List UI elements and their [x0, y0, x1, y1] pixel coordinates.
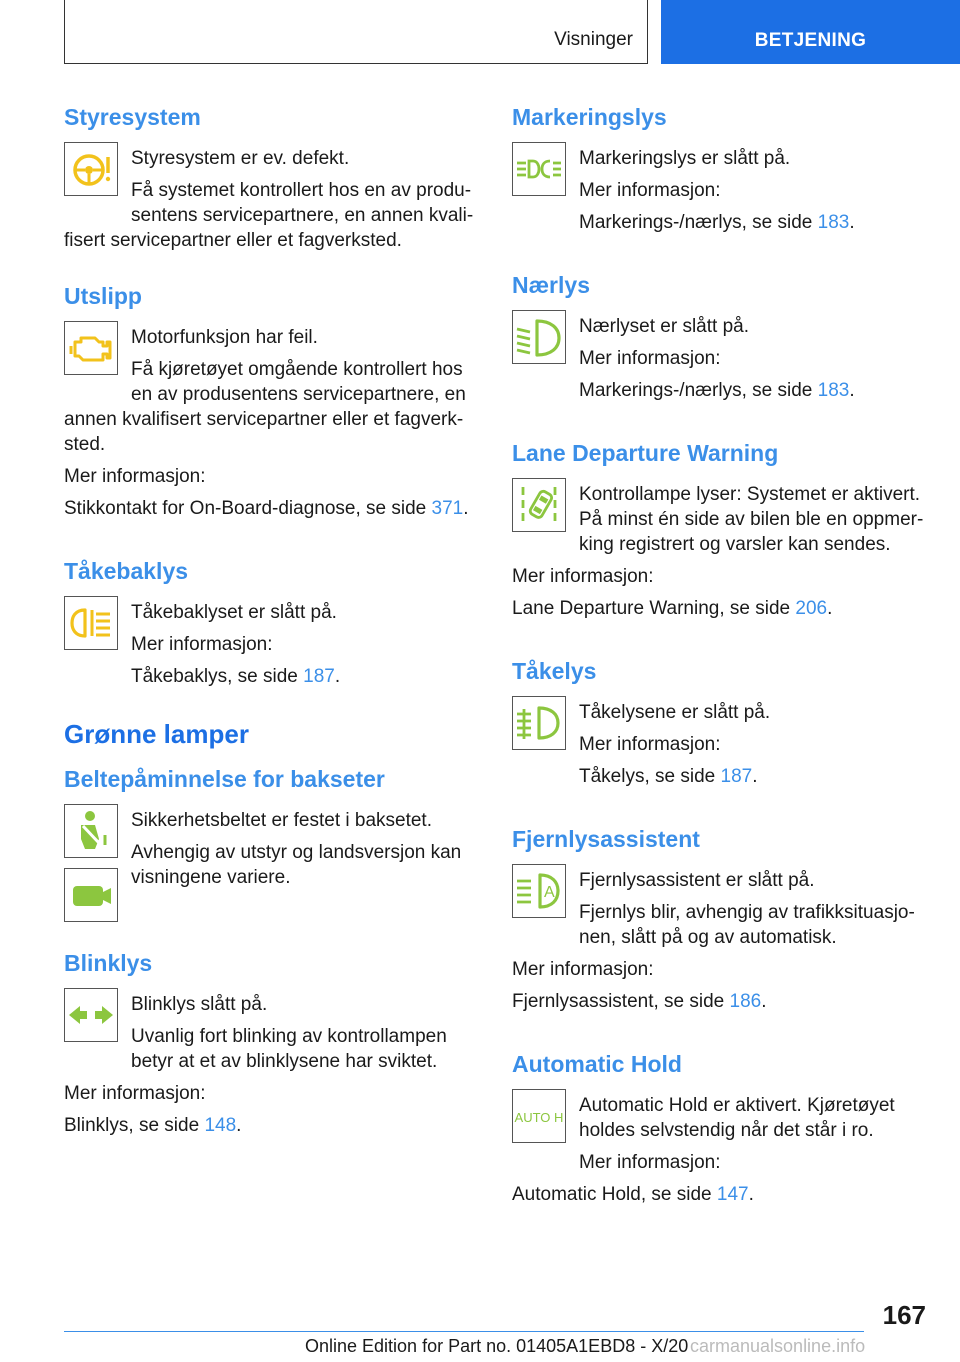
ref-end: . — [236, 1115, 242, 1136]
ref-text: Lane Departure Warning, se side — [512, 598, 796, 619]
header-chapter-title: BETJENING — [754, 30, 867, 51]
text: sentens servicepartnere, en annen kvali- — [131, 205, 474, 226]
section-title-lane-departure: Lane Departure Warning — [512, 440, 779, 466]
text: Fjernlysassistent er slått på. — [579, 870, 815, 891]
page-number: 167 — [882, 1300, 926, 1330]
svg-text:A: A — [544, 884, 555, 901]
rear-fog-light-icon — [64, 596, 118, 650]
page-link-186[interactable]: 186 — [729, 991, 762, 1012]
ref-end: . — [748, 1184, 754, 1205]
ref-text: Tåkelys, se side — [579, 766, 721, 787]
text: Kontrollampe lyser: Systemet er aktivert. — [579, 484, 921, 505]
text: Mer informasjon: — [131, 634, 273, 655]
text: Styresystem er ev. defekt. — [131, 148, 350, 169]
text: Få kjøretøyet omgående kontrollert hos — [131, 359, 463, 380]
text: nen, slått på og av automatisk. — [579, 927, 837, 948]
high-beam-assist-icon — [512, 864, 566, 918]
entry-takebaklys — [64, 600, 476, 689]
text: Tåkelysene er slått på. — [579, 702, 771, 723]
entry-beltepaminnelse — [64, 808, 476, 938]
text: Mer informasjon: — [512, 959, 654, 980]
reference-line — [579, 378, 928, 403]
entry-markeringslys — [512, 146, 928, 235]
text: annen kvalifisert servicepartner eller et fagverk- — [64, 409, 464, 430]
seatbelt-icon — [64, 804, 118, 858]
text: Nærlyset er slått på. — [579, 316, 749, 337]
text: På minst én side av bilen ble en oppmer- — [579, 509, 924, 530]
text: visningene variere. — [131, 867, 291, 888]
page-link-206[interactable]: 206 — [795, 598, 828, 619]
ref-end: . — [827, 598, 833, 619]
text: Fjernlys blir, avhengig av trafikksituasjo- — [579, 902, 915, 923]
entry-automatic-hold — [512, 1093, 928, 1207]
lane-departure-icon — [512, 478, 566, 532]
chapter-title-gronne-lamper: Grønne lamper — [64, 719, 249, 749]
reference-line — [131, 664, 476, 689]
turn-signal-icon — [64, 988, 118, 1042]
text: Få systemet kontrollert hos en av produ- — [131, 180, 472, 201]
page-link-371[interactable]: 371 — [431, 498, 464, 519]
text: Mer informasjon: — [64, 466, 206, 487]
left-column — [64, 100, 476, 1145]
text: Tåkebaklyset er slått på. — [131, 602, 337, 623]
text: Avhengig av utstyr og landsversjon kan — [131, 842, 462, 863]
ref-end: . — [849, 212, 855, 233]
front-fog-light-icon — [512, 696, 566, 750]
entry-utslipp — [64, 325, 476, 521]
text: Automatic Hold er aktivert. Kjøretøyet — [579, 1095, 895, 1116]
text: Mer informasjon: — [579, 180, 721, 201]
footer-edition: Online Edition for Part no. 01405A1EBD8 - X/20 — [305, 1336, 689, 1356]
entry-takelys — [512, 700, 928, 789]
text: Mer informasjon: — [512, 566, 654, 587]
text: Uvanlig fort blinking av kontrollampen — [131, 1026, 447, 1047]
footer-divider — [64, 1331, 864, 1332]
text: holdes selvstendig når det står i ro. — [579, 1120, 874, 1141]
parking-light-icon — [512, 142, 566, 196]
text: sted. — [64, 434, 106, 455]
right-column — [512, 100, 928, 1214]
reference-line — [64, 496, 476, 521]
reference-line — [579, 764, 928, 789]
text: Motorfunksjon har feil. — [131, 327, 318, 348]
rear-seat-icon — [64, 868, 118, 922]
auto-hold-icon — [512, 1089, 566, 1143]
watermark: carmanualsonline.info — [690, 1336, 866, 1356]
header-chapter-tab[interactable] — [661, 0, 960, 64]
text: Mer informasjon: — [579, 348, 721, 369]
text: Blinklys slått på. — [131, 994, 268, 1015]
ref-text: Markerings-/nærlys, se side — [579, 212, 818, 233]
entry-fjernlysassistent — [512, 868, 928, 1014]
text: Sikkerhetsbeltet er festet i baksetet. — [131, 810, 432, 831]
ref-text: Tåkebaklys, se side — [131, 666, 304, 687]
ref-text: Stikkontakt for On-Board-diagnose, se side — [64, 498, 432, 519]
entry-styresystem — [64, 146, 476, 253]
page-link-148[interactable]: 148 — [204, 1115, 237, 1136]
reference-line — [579, 210, 928, 235]
text: king registrert og varsler kan sendes. — [579, 534, 891, 555]
reference-line — [512, 989, 928, 1014]
page-link-147[interactable]: 147 — [716, 1184, 749, 1205]
entry-lane-departure — [512, 482, 928, 621]
header-section-title: Visninger — [554, 29, 633, 50]
text: betyr at et av blinklysene har sviktet. — [131, 1051, 438, 1072]
section-title-beltepaminnelse: Beltepåminnelse for bakseter — [64, 766, 385, 792]
ref-end: . — [463, 498, 469, 519]
section-title-fjernlysassistent: Fjernlysassistent — [512, 826, 700, 852]
text: Mer informasjon: — [579, 734, 721, 755]
entry-blinklys — [64, 992, 476, 1138]
auto-hold-icon-text: AUTO H — [514, 1110, 564, 1125]
section-title-automatic-hold: Automatic Hold — [512, 1051, 682, 1077]
section-title-takelys: Tåkelys — [512, 658, 597, 684]
reference-line — [512, 596, 928, 621]
section-title-styresystem: Styresystem — [64, 104, 201, 130]
reference-line — [64, 1113, 476, 1138]
ref-text: Automatic Hold, se side — [512, 1184, 717, 1205]
ref-end: . — [761, 991, 767, 1012]
ref-text: Fjernlysassistent, se side — [512, 991, 730, 1012]
section-title-blinklys: Blinklys — [64, 950, 153, 976]
section-title-takebaklys: Tåkebaklys — [64, 558, 189, 584]
low-beam-icon — [512, 310, 566, 364]
entry-naerlys — [512, 314, 928, 403]
ref-end: . — [849, 380, 855, 401]
ref-end: . — [334, 666, 341, 687]
text: Mer informasjon: — [579, 1152, 721, 1173]
page-link-183[interactable]: 183 — [817, 380, 850, 401]
ref-text: Blinklys, se side — [64, 1115, 205, 1136]
text: fisert servicepartner eller et fagverksted. — [64, 230, 402, 251]
text: Mer informasjon: — [64, 1083, 206, 1104]
page-link-183[interactable]: 183 — [817, 212, 850, 233]
text: en av produsentens servicepartnere, en — [131, 384, 466, 405]
header-section-box — [64, 0, 648, 64]
steering-warning-icon — [64, 142, 118, 196]
page-link-187[interactable]: 187 — [303, 666, 335, 687]
section-title-naerlys: Nærlys — [512, 272, 590, 298]
reference-line — [512, 1182, 928, 1207]
section-title-markeringslys: Markeringslys — [512, 104, 667, 130]
page-link-187[interactable]: 187 — [720, 766, 753, 787]
ref-text: Markerings-/nærlys, se side — [579, 380, 818, 401]
section-title-utslipp: Utslipp — [64, 283, 142, 309]
engine-check-icon — [64, 321, 118, 375]
text: Markeringslys er slått på. — [579, 148, 791, 169]
ref-end: . — [752, 766, 758, 787]
